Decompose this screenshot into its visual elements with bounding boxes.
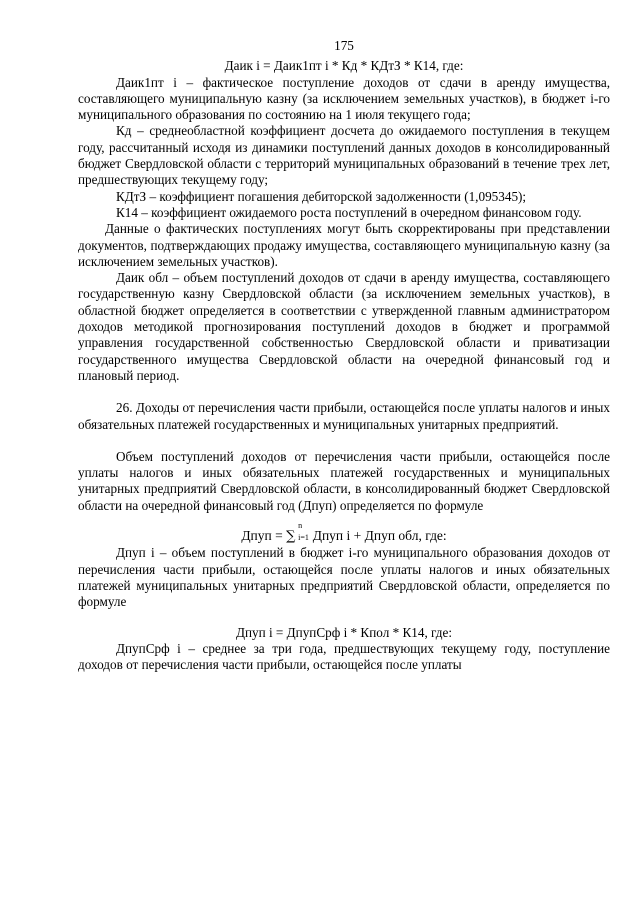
summation-upper-limit: n xyxy=(298,521,303,531)
spacer xyxy=(78,384,610,400)
paragraph-daik-obl-definition: Даик обл – объем поступлений доходов от сдачи в аренду имущества, составляющего государственную казну Свердловской области (за исключением земельных участков), в областной бюджет определяется в соответствии с утвержденной главным администратором доходов методикой прогнозирования поступлений доходов в бюджет и программой управления государственной собственностью Свердловской области и приватизации государственного имущества Свердловской области на очередной финансовый год и плановый период. xyxy=(78,270,610,383)
spacer xyxy=(78,433,610,449)
paragraph-k14-definition: К14 – коэффициент ожидаемого роста поступлений в очередном финансовом году. xyxy=(116,204,582,220)
formula-dpup-lhs: Дпуп = xyxy=(241,528,287,544)
paragraph-daik1pt-definition: Даик1пт i – фактическое поступление доходов от сдачи в аренду имущества, составляющего муниципальную казну (за исключением земельных участков), в бюджет i-го муниципального образования по состоянию на 1 июля текущего года; xyxy=(78,74,610,123)
spacer xyxy=(78,611,610,625)
section-heading-26: 26. Доходы от перечисления части прибыли, остающейся после уплаты налогов и иных обязательных платежей государственных и муниципальных унитарных предприятий. xyxy=(78,400,610,432)
spacer xyxy=(78,514,610,531)
paragraph-dpup-i-definition: Дпуп i – объем поступлений в бюджет i-го муниципального образования доходов от перечисления части прибыли, остающейся после уплаты налогов и иных обязательных платежей муниципальных унитарных предприятий Свердловской области, определяется по формуле xyxy=(78,545,610,610)
paragraph-data-correction: Данные о фактических поступлениях могут быть скорректированы при представлении документов, подтверждающих продажу имущества, составляющего муниципальную казну (за исключением земельных участков). xyxy=(78,221,610,269)
formula-dpup-i: Дпуп i = ДпупСрф i * Кпол * К14, где: xyxy=(235,624,453,640)
paragraph-kd-definition: Кд – среднеобластной коэффициент досчета до ожидаемого поступления в текущем году, рассчитанный исходя из динамики поступлений данных доходов в консолидированный бюджет Свердловской области с территорий муниципальных образований в течение трех лет, предшествующих текущему году; xyxy=(78,123,610,188)
summation-symbol: ∑ n i=1 xyxy=(286,521,309,545)
page-number: 175 xyxy=(334,38,354,53)
formula-dpup xyxy=(78,521,610,545)
document-page xyxy=(78,38,610,673)
paragraph-dpupsrf-definition: ДпупСрф i – среднее за три года, предшествующих текущему году, поступление доходов от перечисления части прибыли, остающейся после уплаты xyxy=(78,640,610,673)
paragraph-kdtz-definition: КДтЗ – коэффициент погашения дебиторской задолженности (1,095345); xyxy=(116,188,527,204)
summation-lower-limit: i=1 xyxy=(298,533,309,543)
formula-dpup-rhs: Дпуп i + Дпуп обл, где: xyxy=(309,528,447,544)
formula-daik-i: Даик i = Даик1пт i * Кд * КДтЗ * К14, где: xyxy=(224,58,464,74)
paragraph-dpup-volume: Объем поступлений доходов от перечисления части прибыли, остающейся после уплаты налогов и иных обязательных платежей государственных и муниципальных унитарных предприятий Свердловской области, в консолидированный бюджет Свердловской области на очередной финансовый год (Дпуп) определяется по формуле xyxy=(78,448,610,513)
